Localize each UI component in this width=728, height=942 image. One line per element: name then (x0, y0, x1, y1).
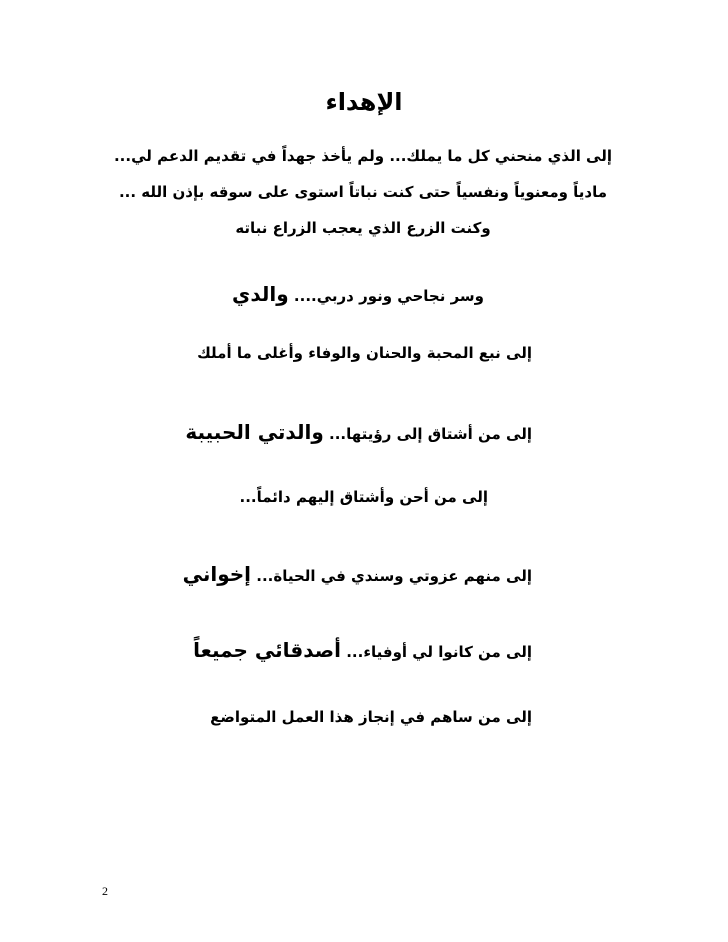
dedication-line-longing (240, 488, 489, 506)
dedication-text: إلى من ساهم في إنجاز هذا العمل المتواضع (210, 708, 532, 726)
dedication-line-mother (185, 420, 532, 444)
intro-paragraph: إلى الذي منحني كل ما يملك... ولم يأخذ جهداً في تقديم الدعم لي... مادياً ومعنوياً ونفسياً حتى كنت نباتاً استوى على سوقه بإذن الله ... وكنت الزرع الذي يعجب الزراع نباته (113, 147, 613, 237)
dedication-line-love (197, 344, 532, 362)
dedication-highlight: أصدقائي جميعاً (193, 638, 341, 662)
dedication-highlight: والدتي الحبيبة (185, 420, 324, 444)
dedication-line-contributors (210, 708, 532, 726)
dedication-line-brothers (183, 562, 532, 586)
dedication-highlight: والدي (232, 282, 289, 306)
dedication-text: وسر نجاحي ونور دربي.... (288, 287, 484, 305)
page-number: 2 (102, 884, 108, 898)
page-title: الإهداء (325, 88, 403, 116)
dedication-text: إلى من أشتاق إلى رؤيتها... (323, 425, 532, 443)
dedication-highlight: إخواني (182, 562, 252, 586)
dedication-line-father (232, 282, 484, 306)
dedication-text: إلى منهم عزوتي وسندي في الحياة... (251, 567, 532, 585)
dedication-text: إلى من كانوا لي أوفياء... (341, 643, 532, 661)
dedication-line-friends (193, 638, 532, 662)
dedication-text: إلى من أحن وأشتاق إليهم دائماً... (239, 488, 488, 506)
dedication-text: إلى نبع المحبة والحنان والوفاء وأغلى ما أملك (197, 344, 532, 362)
